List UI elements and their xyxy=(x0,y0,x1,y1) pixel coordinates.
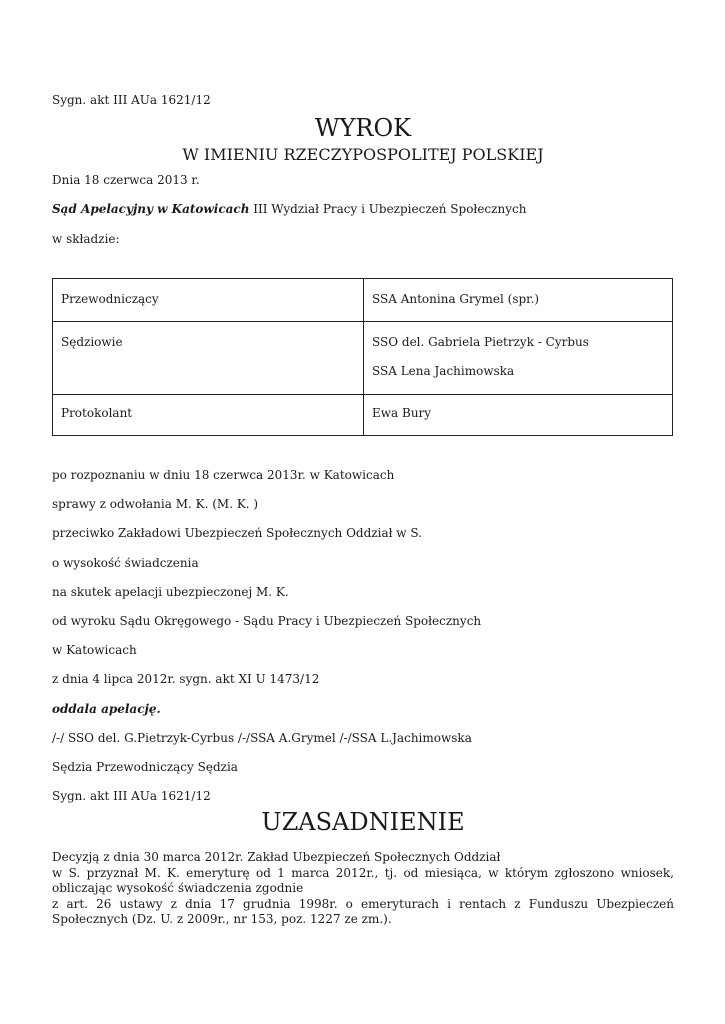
verdict-line: przeciwko Zakładowi Ubezpieczeń Społecznych Oddział w S. xyxy=(52,526,422,540)
judge-2: SSA Lena Jachimowska xyxy=(372,364,515,378)
verdict-line: od wyroku Sądu Okręgowego - Sądu Pracy i Ubezpieczeń Społecznych xyxy=(52,614,482,628)
justification-paragraph: Decyzją z dnia 30 marca 2012r. Zakład Ubezpieczeń Społecznych Oddział xyxy=(52,850,501,864)
clerk-role: Protokolant xyxy=(53,395,364,436)
ruling: oddala apelację. xyxy=(52,702,161,716)
composition-label: w składzie: xyxy=(52,232,120,246)
judges-role: Sędziowie xyxy=(53,322,364,395)
verdict-title: WYROK xyxy=(314,114,412,142)
verdict-line: po rozpoznaniu w dniu 18 czerwca 2013r. w Katowicach xyxy=(52,468,395,482)
justification-paragraph: z art. 26 ustawy z dnia 17 grudnia 1998r. o emeryturach i rentach z Funduszu Ubezpieczeń Społecznych (Dz. U. z 2009r., nr 153, poz. 1227 ze zm.). xyxy=(52,896,674,926)
clerk-name: Ewa Bury xyxy=(364,395,673,436)
court-division: III Wydział Pracy i Ubezpieczeń Społecznych xyxy=(249,202,527,216)
composition-row-judges xyxy=(53,322,673,395)
judges-names xyxy=(364,322,673,395)
judges-signatures: /-/ SSO del. G.Pietrzyk-Cyrbus /-/SSA A.Grymel /-/SSA L.Jachimowska xyxy=(52,731,472,745)
composition-row-chair xyxy=(53,279,673,322)
verdict-subtitle: W IMIENIU RZECZYPOSPOLITEJ POLSKIEJ xyxy=(182,145,544,164)
justification-body xyxy=(52,850,674,928)
signature-roles: Sędzia Przewodniczący Sędzia xyxy=(52,760,238,774)
justification-paragraph: w S. przyznał M. K. emeryturę od 1 marca 2012r., tj. od miesiąca, w którym zgłoszono wniosek, obliczając wysokość świadczenia zgodnie xyxy=(52,865,674,895)
chair-name: SSA Antonina Grymel (spr.) xyxy=(364,279,673,322)
verdict-line: w Katowicach xyxy=(52,643,137,657)
court-name: Sąd Apelacyjny w Katowicach xyxy=(52,202,250,216)
chair-role: Przewodniczący xyxy=(53,279,364,322)
verdict-date: Dnia 18 czerwca 2013 r. xyxy=(52,173,200,187)
case-signature-top: Sygn. akt III AUa 1621/12 xyxy=(52,93,211,107)
judge-1: SSO del. Gabriela Pietrzyk - Cyrbus xyxy=(372,335,589,349)
verdict-line: sprawy z odwołania M. K. (M. K. ) xyxy=(52,497,259,511)
composition-table xyxy=(52,278,673,436)
court-line xyxy=(52,202,526,217)
justification-title: UZASADNIENIE xyxy=(261,808,465,836)
verdict-line: na skutek apelacji ubezpieczonej M. K. xyxy=(52,585,289,599)
verdict-line: o wysokość świadczenia xyxy=(52,556,199,570)
composition-row-clerk xyxy=(53,395,673,436)
case-signature-bottom: Sygn. akt III AUa 1621/12 xyxy=(52,789,211,803)
verdict-line: z dnia 4 lipca 2012r. sygn. akt XI U 1473/12 xyxy=(52,672,320,686)
